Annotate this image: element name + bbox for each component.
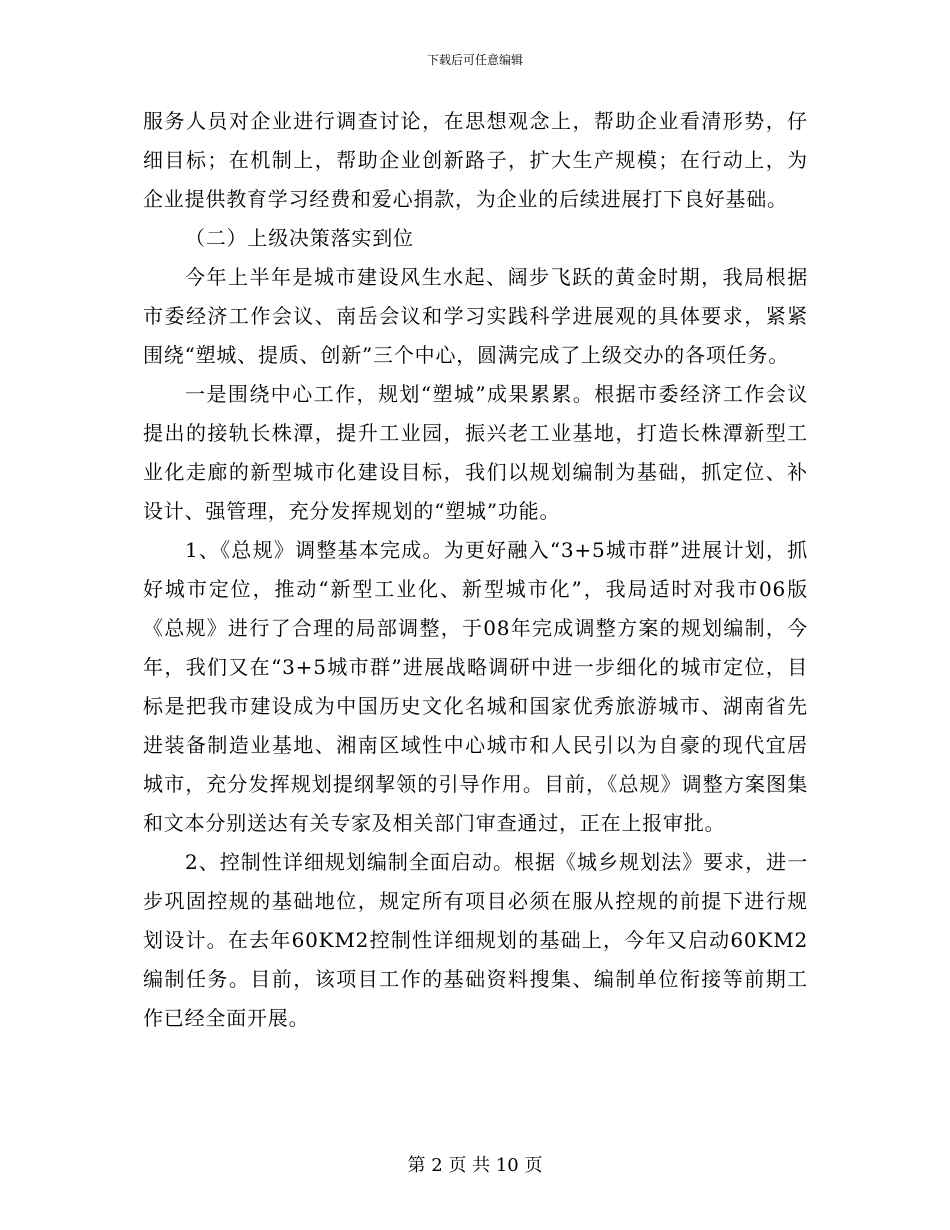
paragraph: 1、《总规》调整基本完成。为更好融入“3+5城市群”进展计划，抓好城市定位，推动“新型工业化、新型城市化”，我局适时对我市06版《总规》进行了合理的局部调整，于08年完成调整方案的规划编制，今年，我们又在“3+5城市群”进展战略调研中进一步细化的城市定位，目标是把我市建设成为中国历史文化名城和国家优秀旅游城市、湖南省先进装备制造业基地、湘南区域性中心城市和人民引以为自豪的现代宜居城市，充分发挥规划提纲挈领的引导作用。目前，《总规》调整方案图集和文本分别送达有关专家及相关部门审查通过，正在上报审批。 (143, 538, 808, 835)
document-body (143, 102, 808, 1038)
paragraph: 今年上半年是城市建设风生水起、阔步飞跃的黄金时期，我局根据市委经济工作会议、南岳会议和学习实践科学进展观的具体要求，紧紧围绕“塑城、提质、创新”三个中心，圆满完成了上级交办的各项任务。 (143, 265, 808, 367)
paragraph: 2、控制性详细规划编制全面启动。根据《城乡规划法》要求，进一步巩固控规的基础地位，规定所有项目必须在服从控规的前提下进行规划设计。在去年60KM2控制性详细规划的基础上，今年又启动60KM2编制任务。目前，该项目工作的基础资料搜集、编制单位衔接等前期工作已经全面开展。 (143, 850, 808, 1030)
page-header: 下载后可任意编辑 (426, 53, 523, 67)
page-number: 第 2 页 共 10 页 (407, 1155, 543, 1176)
section-heading: （二）上级决策落实到位 (185, 226, 414, 250)
paragraph: 一是围绕中心工作，规划“塑城”成果累累。根据市委经济工作会议提出的接轨长株潭，提升工业园，振兴老工业基地，打造长株潭新型工业化走廊的新型城市化建设目标，我们以规划编制为基础，抓定位、补设计、强管理，充分发挥规划的“塑城”功能。 (143, 382, 808, 523)
paragraph-continuation: 服务人员对企业进行调查讨论，在思想观念上，帮助企业看清形势，仔细目标；在机制上，帮助企业创新路子，扩大生产规模；在行动上，为企业提供教育学习经费和爱心捐款，为企业的后续进展打下良好基础。 (143, 109, 808, 211)
